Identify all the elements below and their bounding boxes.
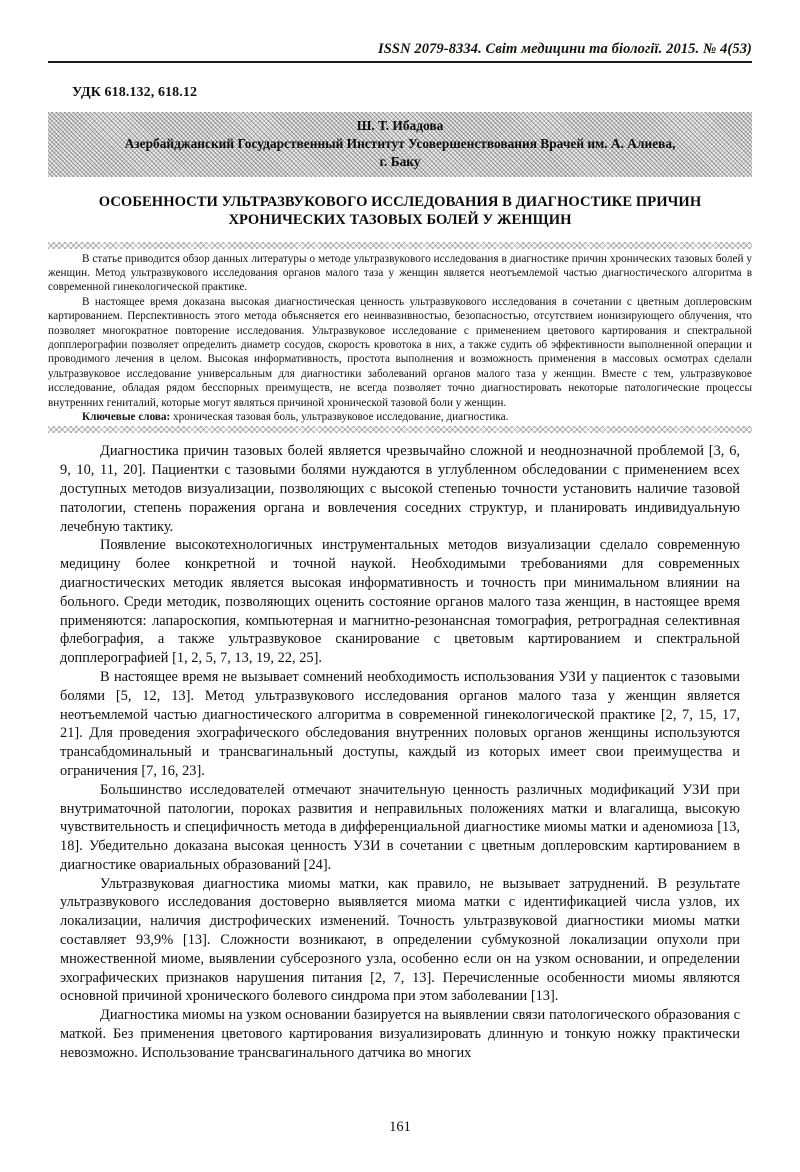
body-paragraph-6: Диагностика миомы на узком основании базируется на выявлении связи патологического образования с маткой. Без применения цветового картирования визуализировать длинную и тонкую ножку практически невозможно. Использование трансвагинального датчика во многих	[60, 1007, 740, 1061]
body-paragraph-5: Ультразвуковая диагностика миомы матки, как правило, не вызывает затруднений. В результате ультразвукового исследования достоверно выявляется миома матки с идентификацией числа узлов, их локализации, наличия дистрофических изменений. Точность ультразвуковой диагностики миомы матки составляет 93,9% [13]. Сложности возникают, в определении субмукозной локализации опухоли при множественной миоме, выявлении субсерозного узла, особенно если он на узком основании, и определении эхографических признаков нарушения питания [2, 7, 13]. Перечисленные особенности миомы являются основной причиной хронического болевого синдрома при этом заболевании [13].	[60, 875, 740, 1005]
affiliation-city: г. Баку	[379, 153, 421, 169]
author-affiliation-block	[48, 112, 752, 176]
header-rule	[48, 61, 752, 63]
body-paragraph-1: Диагностика причин тазовых болей является чрезвычайно сложной и неоднозначной проблемой [3, 6, 9, 10, 11, 20]. Пациентки с тазовыми болями нуждаются в углубленном обследовании с применением всех доступных методов визуализации, позволяющих с высокой степенью точности установить наличие тазовой патологии, степень поражения органа и вовлечения соседних структур, и планировать индивидуальную лечебную тактику.	[60, 443, 740, 535]
udc-code: УДК 618.132, 618.12	[72, 85, 198, 101]
document-page	[0, 40, 800, 1172]
keywords-line	[48, 410, 752, 424]
abstract-top-rule	[48, 242, 752, 249]
keywords-label: Ключевые слова:	[82, 410, 171, 423]
running-head: ISSN 2079-8334. Світ медицини та біології. 2015. № 4(53)	[378, 41, 752, 57]
body-paragraph-2: Появление высокотехнологичных инструментальных методов визуализации сделало современную медицину более конкретной и точной наукой. Необходимыми требованиями для современных диагностических методик является высокая информативность и точность при минимальном влиянии на больного. Среди методик, позволяющих оценить состояние органов малого таза женщин, в настоящее время применяются: лапароскопия, компьютерная и магнитно-резонансная томография, ретроградная селективная флебография, а также ультразвуковое сканирование с цветовым картированием и спектральной допплерографией [1, 2, 5, 7, 13, 19, 22, 25].	[60, 537, 740, 667]
abstract-paragraph-1: В статье приводится обзор данных литературы о методе ультразвукового исследования в диагностике причин хронических тазовых болей у женщин. Метод ультразвукового исследования органов малого таза у женщин является неотъемлемой частью диагностического алгоритма в современной гинекологической практике.	[48, 252, 752, 294]
body-paragraph-4: Большинство исследователей отмечают значительную ценность различных модификаций УЗИ при внутриматочной патологии, пороках развития и неправильных положениях матки и влагалища, высокую чувствительность и специфичность метода в дифференциальной диагностике миомы матки и аденомиоза [13, 18]. Убедительно доказана высокая ценность УЗИ в сочетании с цветным доплеровским картированием в диагностике овариальных образований [24].	[60, 781, 740, 873]
abstract-section	[48, 252, 752, 425]
abstract-paragraph-2: В настоящее время доказана высокая диагностическая ценность ультразвукового исследования в сочетании с цветным доплеровским картированием. Перспективность этого метода объясняется его неинвазивностью, безопасностью, отсутствием ионизирующего облучения, что позволяет многократное повторение исследования. Ультразвуковое исследование с применением цветового картирования и спектральной допплерографии позволяет определить диаметр сосудов, скорость кровотока в них, а также судить об эффективности выполненной операции и проводимого лечения в целом. Высокая информативность, простота выполнения и возможность применения в массовых осмотрах сделали ультразвуковое исследование универсальным для диагностики заболеваний органов малого таза у женщин. Вместе с тем, ультразвуковое исследование, обладая рядом бесспорных преимуществ, не всегда позволяет точно диагностировать некоторые патологические процессы внутренних гениталий, которые могут являться причиной хронической тазовой боли у женщин.	[48, 295, 752, 409]
article-body	[60, 442, 740, 1062]
keywords-value: хроническая тазовая боль, ультразвуковое исследование, диагностика.	[170, 410, 509, 423]
page-number: 161	[389, 1119, 411, 1135]
article-title: ОСОБЕННОСТИ УЛЬТРАЗВУКОВОГО ИССЛЕДОВАНИЯ В ДИАГНОСТИКЕ ПРИЧИН ХРОНИЧЕСКИХ ТАЗОВЫХ БОЛЕЙ У ЖЕНЩИН	[98, 193, 702, 229]
author-name: Ш. Т. Ибадова	[356, 118, 444, 134]
abstract-bottom-rule	[48, 426, 752, 433]
affiliation: Азербайджанский Государственный Институт Усовершенствования Врачей им. А. Алиева,	[124, 135, 676, 151]
body-paragraph-3: В настоящее время не вызывает сомнений необходимость использования УЗИ у пациенток с тазовыми болями [5, 12, 13]. Метод ультразвукового исследования органов малого таза у женщин является неотъемлемой частью диагностического алгоритма в современной гинекологической практике [2, 7, 15, 17, 21]. Для проведения эхографического обследования внутренних половых органов женщины используются трансабдоминальный и трансвагинальный доступы, каждый из которых имеет свои преимущества и ограничения [7, 16, 23].	[60, 668, 740, 779]
